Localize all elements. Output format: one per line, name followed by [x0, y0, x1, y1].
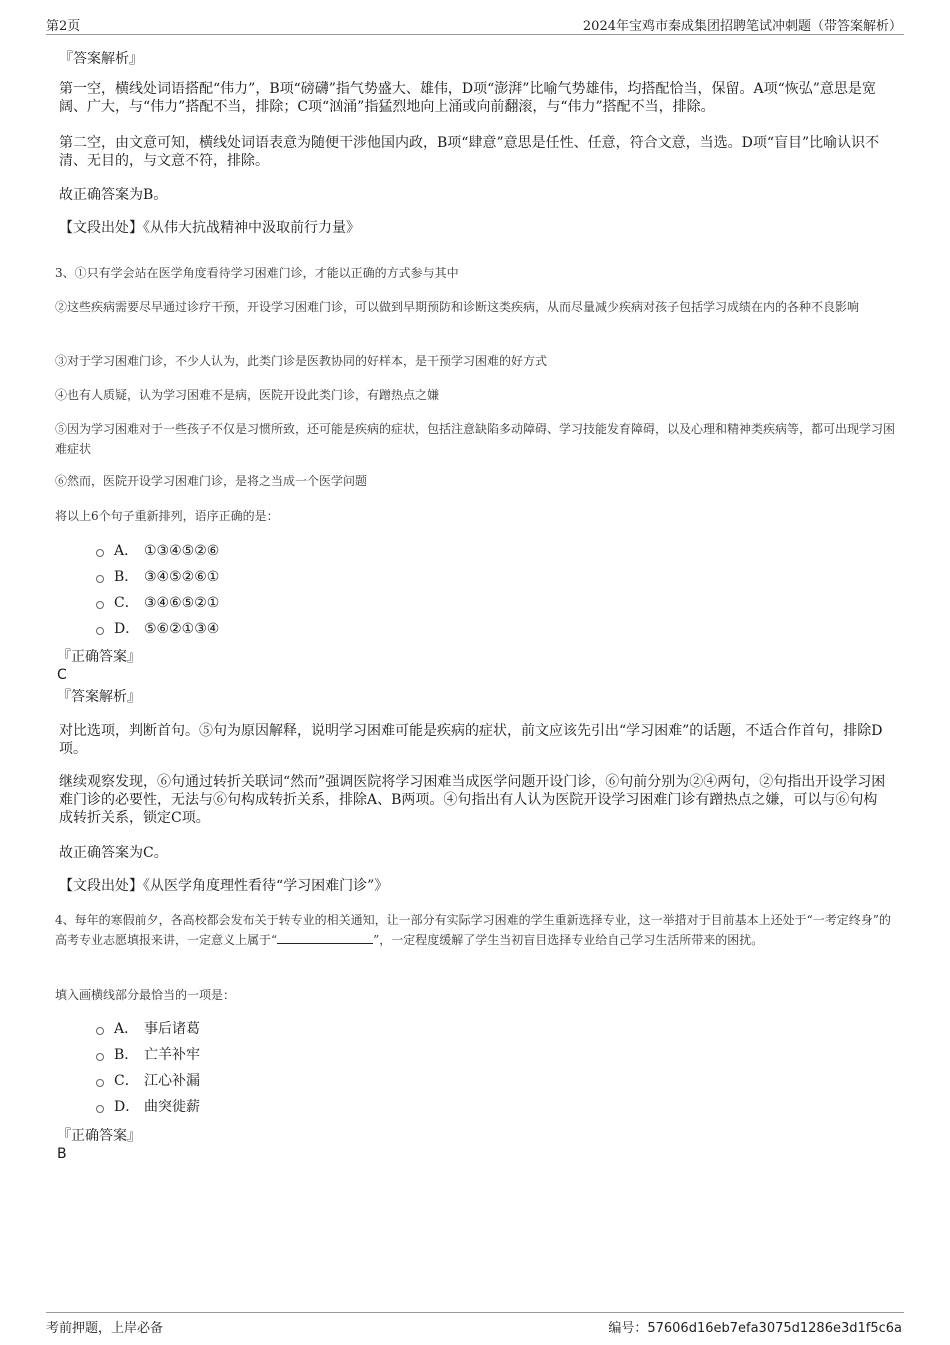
- radio-icon[interactable]: [96, 1079, 104, 1087]
- q3-conclusion: 故正确答案为C。: [59, 845, 168, 861]
- fill-blank: [277, 930, 373, 944]
- document-code: 编号：57606d16eb7efa3075d1286e3d1f5c6a: [608, 1321, 902, 1336]
- q3-option-b[interactable]: B． ③④⑤②⑥①: [96, 568, 219, 586]
- q2-source: 【文段出处】《从伟大抗战精神中汲取前行力量》: [59, 220, 360, 236]
- radio-icon[interactable]: [96, 1027, 104, 1035]
- page-header: [46, 14, 904, 35]
- q3-sentence-6: ⑥然而，医院开设学习困难门诊，是将之当成一个医学问题: [55, 474, 368, 488]
- radio-icon[interactable]: [96, 549, 104, 557]
- q3-option-d[interactable]: D． ⑤⑥②①③④: [96, 620, 219, 638]
- q3-answer: C: [57, 667, 67, 683]
- document-title: 2024年宝鸡市秦成集团招聘笔试冲刺题（带答案解析）: [582, 19, 902, 34]
- q3-sentence-4: ④也有人质疑，认为学习困难不是病，医院开设此类门诊，有蹭热点之嫌: [55, 388, 440, 402]
- q3-option-c[interactable]: C． ③④⑥⑤②①: [96, 594, 219, 612]
- q3-source: 【文段出处】《从医学角度理性看待“学习困难门诊”》: [59, 878, 389, 894]
- radio-icon[interactable]: [96, 1105, 104, 1113]
- q4-option-a[interactable]: A． 事后诸葛: [96, 1020, 200, 1038]
- page-number: 第2页: [46, 19, 81, 34]
- q3-sentence-3: ③对于学习困难门诊，不少人认为，此类门诊是医教协同的好样本，是干预学习困难的好方式: [55, 354, 548, 368]
- q2-analysis-label: 『答案解析』: [59, 51, 143, 67]
- footer-slogan: 考前押题，上岸必备: [46, 1321, 164, 1336]
- radio-icon[interactable]: [96, 575, 104, 583]
- q3-prompt: 将以上6个句子重新排列，语序正确的是：: [55, 509, 279, 523]
- q4-stem: 4、每年的寒假前夕，各高校都会发布关于转专业的相关通知，让一部分有实际学习困难的学生重新选择专业，这一举措对于目前基本上还处于“一考定终身”的高考专业志愿填报来讲，一定意义上属于“ ”，一定程度缓解了学生当初盲目选择专业给自己学习生活所带来的困扰。: [55, 913, 891, 947]
- page-footer: [46, 1312, 904, 1335]
- q3-option-a[interactable]: A． ①③④⑤②⑥: [96, 542, 219, 560]
- radio-icon[interactable]: [96, 1053, 104, 1061]
- q4-answer-label: 『正确答案』: [57, 1128, 141, 1144]
- q4-answer: B: [57, 1146, 67, 1162]
- q3-answer-label: 『正确答案』: [57, 649, 141, 665]
- q4-prompt: 填入画横线部分最恰当的一项是：: [55, 988, 236, 1002]
- q3-analysis-label: 『答案解析』: [57, 689, 141, 705]
- q3-analysis-p1: 对比选项，判断首句。⑤句为原因解释，说明学习困难可能是疾病的症状，前文应该先引出“学习困难”的话题，不适合作首句，排除D项。: [59, 723, 883, 757]
- q4-option-b[interactable]: B． 亡羊补牢: [96, 1046, 200, 1064]
- q3-analysis-p2: 继续观察发现，⑥句通过转折关联词“然而”强调医院将学习困难当成医学问题开设门诊，⑥句前分别为②④两句，②句指出开设学习困难门诊的必要性，无法与⑥句构成转折关系，排除A、B两项。④句指出有人认为医院开设学习困难门诊有蹭热点之嫌，可以与⑥句构成转折关系，锁定C项。: [59, 774, 886, 826]
- q4-option-c[interactable]: C． 江心补漏: [96, 1072, 200, 1090]
- q2-analysis-p2: 第二空，由文意可知，横线处词语表意为随便干涉他国内政，B项“肆意”意思是任性、任意，符合文意，当选。D项“盲目”比喻认识不清、无目的，与文意不符，排除。: [59, 135, 880, 169]
- q2-conclusion: 故正确答案为B。: [59, 187, 168, 203]
- radio-icon[interactable]: [96, 601, 104, 609]
- q4-option-d[interactable]: D． 曲突徙薪: [96, 1098, 200, 1116]
- q2-analysis-p1: 第一空，横线处词语搭配“伟力”，B项“磅礴”指气势盛大、雄伟，D项“澎湃”比喻气势雄伟，均搭配恰当，保留。A项“恢弘”意思是宽阔、广大，与“伟力”搭配不当，排除；C项“汹涌”指猛烈地向上涌或向前翻滚，与“伟力”搭配不当，排除。: [59, 81, 876, 115]
- q3-sentence-1: 3、①只有学会站在医学角度看待学习困难门诊，才能以正确的方式参与其中: [55, 266, 459, 280]
- q3-sentence-5: ⑤因为学习困难对于一些孩子不仅是习惯所致，还可能是疾病的症状，包括注意缺陷多动障碍、学习技能发育障碍，以及心理和精神类疾病等，都可出现学习困难症状: [55, 422, 896, 456]
- radio-icon[interactable]: [96, 627, 104, 635]
- q3-sentence-2: ②这些疾病需要尽早通过诊疗干预，开设学习困难门诊，可以做到早期预防和诊断这类疾病，从而尽量减少疾病对孩子包括学习成绩在内的各种不良影响: [55, 300, 860, 314]
